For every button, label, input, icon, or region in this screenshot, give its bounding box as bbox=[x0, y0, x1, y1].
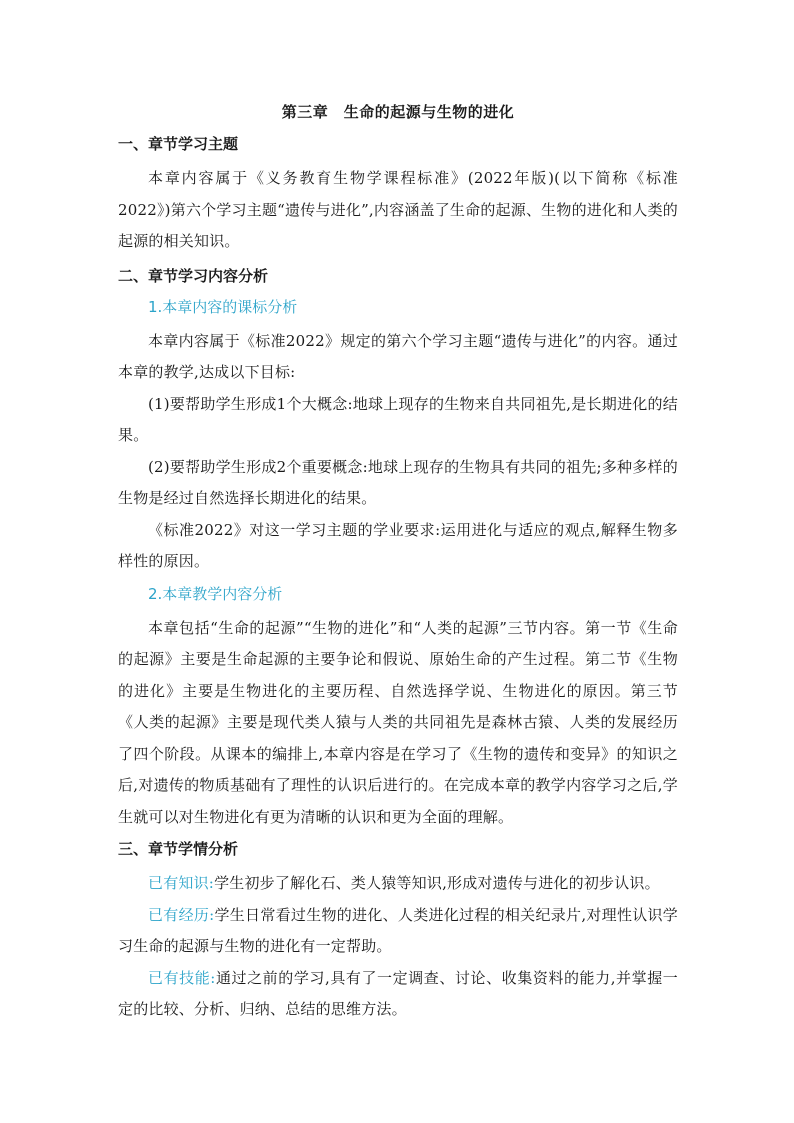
paragraph-goal-2: (2)要帮助学生形成2个重要概念:地球上现存的生物具有共同的祖先;多种多样的生物是经过自然选择长期进化的结果。 bbox=[118, 457, 678, 507]
paragraph-academic-requirement: 《标准2022》对这一学习主题的学业要求:运用进化与适应的观点,解释生物多样性的原因。 bbox=[118, 520, 678, 570]
learner-item-text: 学生日常看过生物的进化、人类进化过程的相关纪录片,对理性认识学习生命的起源与生物的进化有一定帮助。 bbox=[118, 905, 678, 955]
learner-item-lead: 已有知识: bbox=[148, 874, 215, 892]
section-heading-content-analysis: 二、章节学习内容分析 bbox=[118, 266, 269, 285]
paragraph-teaching-content: 本章包括“生命的起源”“生物的进化”和“人类的起源”三节内容。第一节《生命的起源》主要是生命起源的主要争论和假说、原始生命的产生过程。第二节《生物的进化》主要是生物进化的主要历程、自然选择学说、生物进化的原因。第三节《人类的起源》主要是现代类人猿与人类的共同祖先是森林古猿、人类的发展经历了四个阶段。从课本的编排上,本章内容是在学习了《生物的遗传和变异》的知识之后,对遗传的物质基础有了理性的认识后进行的。在完成本章的教学内容学习之后,学生就可以对生物进化有更为清晰的认识和更为全面的理解。 bbox=[118, 618, 678, 826]
document-page bbox=[118, 100, 678, 1026]
learner-item-experience bbox=[118, 900, 678, 963]
chapter-title: 第三章 生命的起源与生物的进化 bbox=[281, 103, 515, 121]
learner-item-text: 学生初步了解化石、类人猿等知识,形成对遗传与进化的初步认识。 bbox=[214, 874, 660, 892]
learner-item-knowledge bbox=[118, 868, 678, 900]
paragraph-theme: 本章内容属于《义务教育生物学课程标准》(2022年版)(以下简称《标准2022》)第六个学习主题“遗传与进化”,内容涵盖了生命的起源、生物的进化和人类的起源的相关知识。 bbox=[118, 169, 678, 250]
paragraph-goal-1: (1)要帮助学生形成1个大概念:地球上现存的生物来自共同祖先,是长期进化的结果。 bbox=[118, 394, 678, 444]
learner-item-lead: 已有经历: bbox=[148, 905, 215, 924]
subsection-heading-teaching-content: 2.本章教学内容分析 bbox=[148, 584, 283, 603]
learner-item-lead: 已有技能: bbox=[148, 968, 216, 987]
learner-item-text: 通过之前的学习,具有了一定调查、讨论、收集资料的能力,并掌握一定的比较、分析、归纳、总结的思维方法。 bbox=[118, 968, 678, 1018]
subsection-heading-standard-analysis: 1.本章内容的课标分析 bbox=[148, 297, 298, 316]
section-heading-learner-analysis: 三、章节学情分析 bbox=[118, 840, 239, 858]
learner-item-skills bbox=[118, 963, 678, 1026]
paragraph-standard-intro: 本章内容属于《标准2022》规定的第六个学习主题“遗传与进化”的内容。通过本章的教学,达成以下目标: bbox=[118, 331, 678, 381]
section-heading-learning-theme: 一、章节学习主题 bbox=[118, 135, 239, 153]
